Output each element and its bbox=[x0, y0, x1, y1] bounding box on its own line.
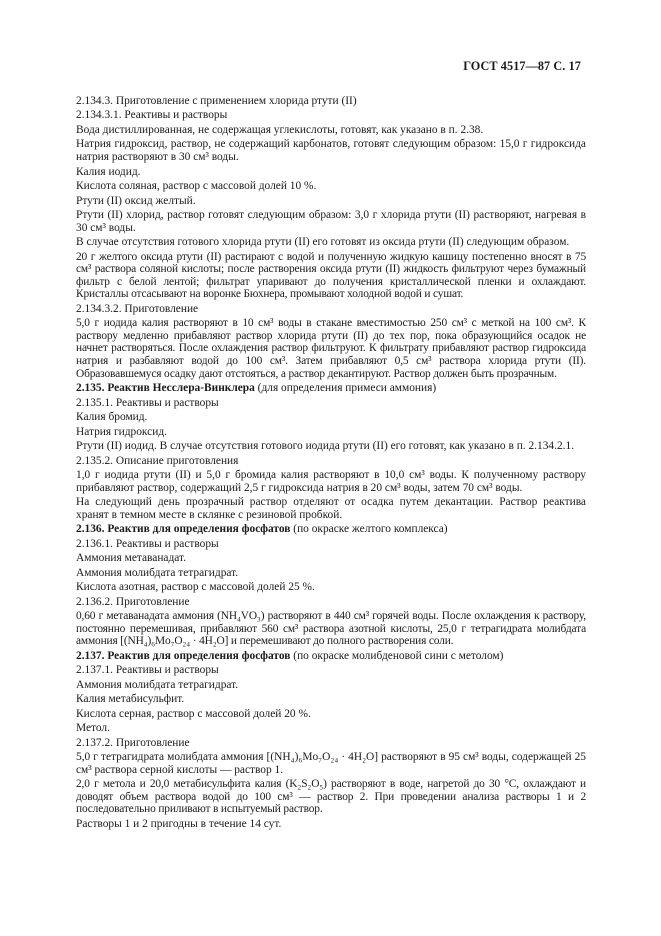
paragraph: 2.136.1. Реактивы и растворы bbox=[76, 537, 219, 550]
paragraph: 2.136.2. Приготовление bbox=[76, 595, 190, 608]
paragraph: На следующий день прозрачный раствор отделяют от осадка путем декантации. Раствор реактива хранят в темном месте в склянке с резиновой пробкой. bbox=[76, 496, 586, 521]
paragraph: 2.135.2. Описание приготовления bbox=[76, 454, 239, 467]
section-subtitle: (для определения примеси аммония) bbox=[257, 382, 437, 395]
paragraph: Кислота азотная, раствор с массовой долей 25 %. bbox=[76, 581, 315, 594]
paragraph: Ртути (II) хлорид, раствор готовят следующим образом: 3,0 г хлорида ртути (II) растворяют, нагревая в 30 см³ воды. bbox=[76, 208, 586, 234]
section-title: 2.136. Реактив для определения фосфатов bbox=[76, 523, 291, 536]
paragraph: Ртути (II) иодид. В случае отсутствия готового иодида ртути (II) его готовят, как указано в п. 2.134.2.1. bbox=[76, 440, 575, 453]
paragraph: Натрия гидроксид. bbox=[76, 425, 167, 438]
paragraph: 20 г желтого оксида ртути (II) растирают с водой и полученную жидкую кашицу постепенно вносят в 75 см³ раствора соляной кислоты; после растворения оксида ртути (II) жидкость фильтруют через бумажный фильтр с белой лентой; фильтрат упаривают до получения кристаллической пленки и охлаждают. Кристаллы отсасывают на воронке Бюхнера, промывают холодной водой и сушат. bbox=[76, 250, 586, 301]
paragraph: Натрия гидроксид, раствор, не содержащий карбонатов, готовят следующим образом: 15,0 г гидроксида натрия растворяют в 30 см³ воды. bbox=[76, 138, 586, 164]
paragraph: Аммония метаванадат. bbox=[76, 552, 187, 565]
paragraph: 2.134.3.1. Реактивы и растворы bbox=[76, 109, 228, 122]
page-header: ГОСТ 4517—87 С. 17 bbox=[463, 59, 581, 73]
paragraph: Калия метабисульфит. bbox=[76, 693, 185, 706]
paragraph: Кислота соляная, раствор с массовой долей 10 %. bbox=[76, 180, 317, 193]
section-subtitle: (по окраске молибденовой сини с метолом) bbox=[293, 649, 504, 662]
paragraph: 5,0 г тетрагидрата молибдата аммония [(NH₄)₆Mo₇O₂₄ · 4H₂O] растворяют в 95 см³ воды, содержащей 25 см³ раствора серной кислоты — раствор 1. bbox=[76, 751, 586, 776]
paragraph: Калия иодид. bbox=[76, 165, 141, 178]
paragraph: В случае отсутствия готового хлорида ртути (II) его готовят из оксида ртути (II) следующим образом. bbox=[76, 236, 570, 249]
section-title: 2.135. Реактив Несслера-Винклера bbox=[76, 382, 255, 395]
section-heading bbox=[76, 650, 586, 663]
paragraph: 2.137.1. Реактивы и растворы bbox=[76, 664, 219, 677]
paragraph: 2.134.3. Приготовление с применением хлорида ртути (II) bbox=[76, 95, 357, 107]
paragraph: 2.134.3.2. Приготовление bbox=[76, 302, 199, 315]
paragraph: Аммония молибдата тетрагидрат. bbox=[76, 566, 239, 579]
paragraph: Вода дистиллированная, не содержащая углекислоты, готовят, как указано в п. 2.38. bbox=[76, 123, 484, 136]
paragraph: Растворы 1 и 2 пригодны в течение 14 сут. bbox=[76, 817, 282, 830]
paragraph: Ртути (II) оксид желтый. bbox=[76, 194, 196, 207]
paragraph: Аммония молибдата тетрагидрат. bbox=[76, 678, 239, 691]
paragraph: 1,0 г иодида ртути (II) и 5,0 г бромида калия растворяют в 10,0 см³ воды. К полученному раствору прибавляют раствор, содержащий 2,5 г гидроксида натрия в 20 см³ воды, затем 70 см³ воды. bbox=[76, 469, 586, 494]
paragraph: Кислота серная, раствор с массовой долей 20 %. bbox=[76, 707, 311, 720]
section-subtitle: (по окраске желтого комплекса) bbox=[293, 523, 448, 536]
paragraph: 2.135.1. Реактивы и растворы bbox=[76, 396, 219, 409]
paragraph: Метол. bbox=[76, 722, 110, 735]
paragraph: Калия бромид. bbox=[76, 411, 148, 424]
paragraph: 0,60 г метаванадата аммония (NH₄VO₃) растворяют в 440 см³ горячей воды. После охлаждения к раствору, постоянно перемешивая, прибавляют 560 см³ раствора азотной кислоты, 25,0 г тетрагидрата молибдата аммония [(NH₄)₆Mo₇O₂₄ · 4H₂O] и перемешивают до полного растворения соли. bbox=[76, 610, 586, 648]
document-body bbox=[76, 95, 586, 832]
paragraph: 2.137.2. Приготовление bbox=[76, 736, 190, 749]
paragraph: 2,0 г метола и 20,0 метабисульфита калия (K₂S₂O₅) растворяют в воде, нагретой до 30 °С, охлаждают и доводят объем раствора водой до 100 см³ — раствор 2. При проведении анализа растворы 1 и 2 последовательно приливают в испытуемый раствор. bbox=[76, 778, 586, 816]
paragraph: 5,0 г иодида калия растворяют в 10 см³ воды в стакане вместимостью 250 см³ с меткой на 100 см³. К раствору медленно прибавляют раствор хлорида ртути (II) до тех пор, пока образующийся осадок не начнет растворяться. После охлаждения раствор фильтруют. К фильтрату прибавляют раствор гидроксида натрия и разбавляют водой до 100 см³. Затем прибавляют 0,5 см³ раствора хлорида ртути (II). Образовавшемуся осадку дают отстояться, а раствор декантируют. Раствор должен быть прозрачным. bbox=[76, 317, 586, 380]
section-heading bbox=[76, 523, 586, 536]
section-heading bbox=[76, 382, 586, 395]
section-title: 2.137. Реактив для определения фосфатов bbox=[76, 649, 291, 662]
